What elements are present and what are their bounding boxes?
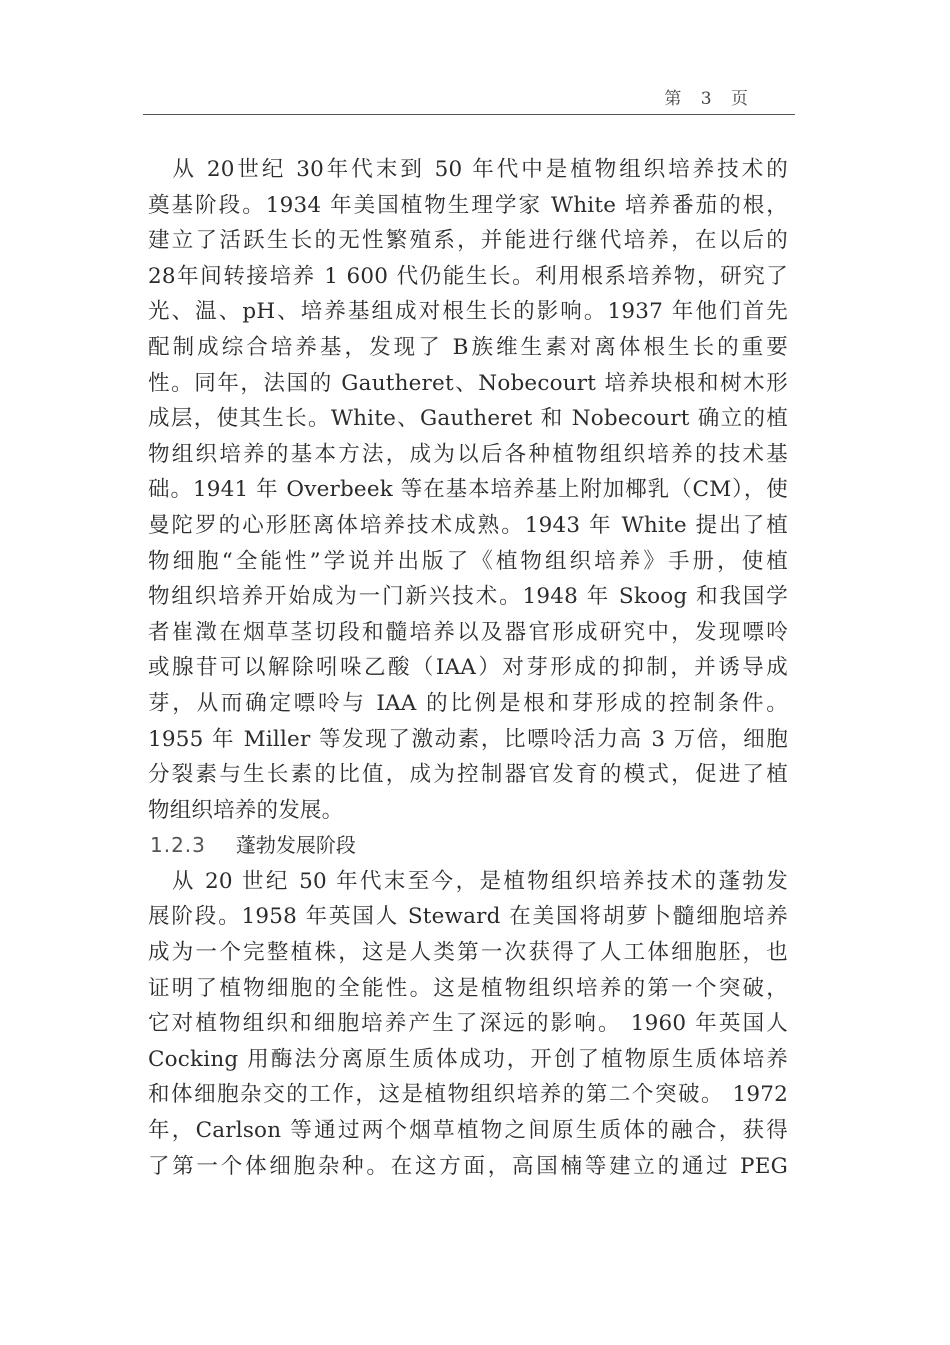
- text-line: 从 20世纪 30年代末到 50 年代中是植物组织培养技术的: [148, 157, 788, 182]
- text-line: 和体细胞杂交的工作，这是植物组织培养的第二个突破。 1972: [148, 1082, 788, 1108]
- text-line: 者崔澂在烟草茎切段和髓培养以及器官形成研究中，发现嘌呤: [148, 619, 788, 645]
- text-line: 础。1941 年 Overbeek 等在基本培养基上附加椰乳（CM），使: [148, 477, 788, 503]
- text-line: 物组织培养开始成为一门新兴技术。1948 年 Skoog 和我国学: [148, 584, 788, 610]
- text-line: 分裂素与生长素的比值，成为控制器官发育的模式，促进了植: [148, 762, 788, 788]
- text-line: 它对植物组织和细胞培养产生了深远的影响。 1960 年英国人: [148, 1011, 788, 1037]
- text-line: 展阶段。1958 年英国人 Steward 在美国将胡萝卜髓细胞培养: [148, 904, 788, 930]
- section-title: 蓬勃发展阶段: [235, 833, 356, 858]
- document-body: [148, 152, 788, 1184]
- text-line: 光、温、pH、培养基组成对根生长的影响。1937 年他们首先: [148, 299, 788, 325]
- text-line: 年，Carlson 等通过两个烟草植物之间原生质体的融合，获得: [148, 1118, 788, 1144]
- section-heading: [148, 828, 788, 864]
- page-header: [143, 84, 795, 115]
- paragraph-vigorous-stage: [148, 864, 788, 1184]
- text-line: 物组织培养的基本方法，成为以后各种植物组织培养的技术基: [148, 441, 788, 467]
- text-line: 建立了活跃生长的无性繁殖系，并能进行继代培养，在以后的: [148, 228, 788, 254]
- text-line: 28年间转接培养 1 600 代仍能生长。利用根系培养物，研究了: [148, 263, 788, 289]
- text-line: 成为一个完整植株，这是人类第一次获得了人工体细胞胚，也: [148, 940, 788, 966]
- text-line: 成层，使其生长。White、Gautheret 和 Nobecourt 确立的植: [148, 406, 788, 432]
- text-line: 了第一个体细胞杂种。在这方面，高国楠等建立的通过 PEG: [148, 1153, 788, 1179]
- page-number: 第 3 页: [664, 89, 755, 109]
- text-line: 奠基阶段。1934 年美国植物生理学家 White 培养番茄的根，: [148, 192, 788, 218]
- text-line: 证明了植物细胞的全能性。这是植物组织培养的第一个突破，: [148, 975, 788, 1001]
- text-line: 1955 年 Miller 等发现了激动素，比嘌呤活力高 3 万倍，细胞: [148, 726, 788, 752]
- section-number: 1.2.3: [150, 833, 206, 858]
- text-line: 从 20 世纪 50 年代末至今，是植物组织培养技术的蓬勃发: [148, 868, 788, 894]
- text-line: 性。同年，法国的 Gautheret、Nobecourt 培养块根和树木形: [148, 370, 788, 396]
- text-line: 曼陀罗的心形胚离体培养技术成熟。1943 年 White 提出了植: [148, 512, 788, 538]
- text-line: 配制成综合培养基，发现了 B族维生素对离体根生长的重要: [148, 334, 788, 360]
- text-line: Cocking 用酶法分离原生质体成功，开创了植物原生质体培养: [148, 1046, 788, 1072]
- text-line: 或腺苷可以解除吲哚乙酸（IAA）对芽形成的抑制，并诱导成: [148, 655, 788, 681]
- paragraph-foundation-stage: [148, 152, 788, 828]
- text-line: 芽，从而确定嘌呤与 IAA 的比例是根和芽形成的控制条件。: [148, 690, 788, 716]
- text-line: 物组织培养的发展。: [148, 797, 344, 823]
- text-line: 物细胞“全能性”学说并出版了《植物组织培养》手册，使植: [148, 548, 788, 574]
